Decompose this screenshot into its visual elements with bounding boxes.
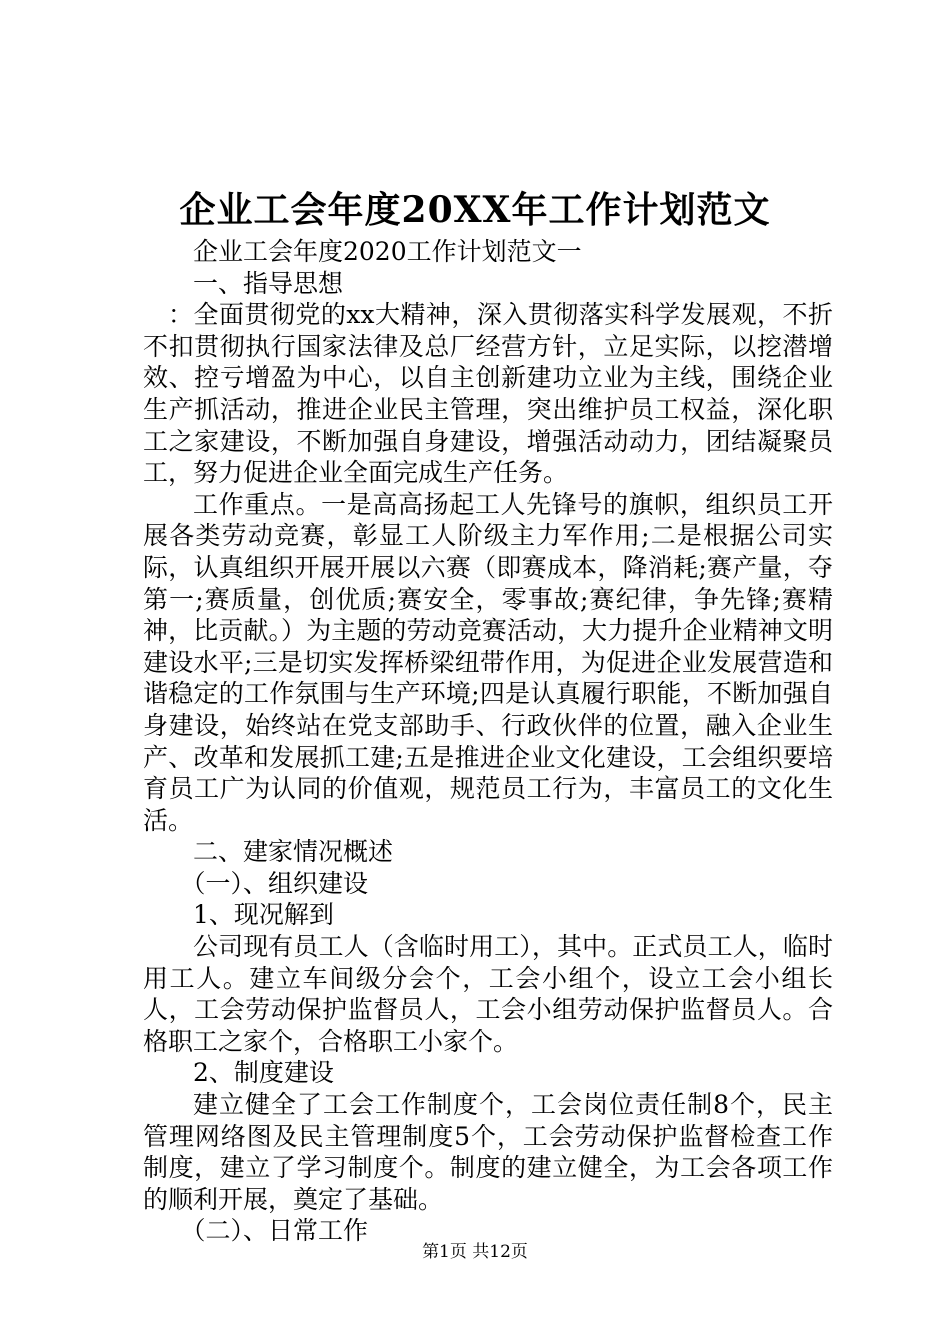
- section-heading: 一、指导思想: [193, 268, 344, 298]
- body-paragraph: 公司现有员工人（含临时用工），其中。正式员工人，临时用工人。建立车间级分会个，工会小组个，设立工会小组长人，工会劳动保护监督员人，工会小组劳动保护监督员人。合格职工之家个，合格职工小家个。: [143, 932, 833, 1056]
- body-paragraph: 建立健全了工会工作制度个，工会岗位责任制8个，民主管理网络图及民主管理制度5个，工会劳动保护监督检查工作制度，建立了学习制度个。制度的建立健全，为工会各项工作的顺利开展，奠定了基础。: [143, 1090, 833, 1214]
- subsection-heading: （二）、日常工作: [180, 1216, 369, 1246]
- section-heading: 二、建家情况概述: [193, 837, 394, 867]
- page-number-footer: 第1页 共12页: [422, 1242, 528, 1262]
- body-paragraph: 工作重点。一是高高扬起工人先锋号的旗帜，组织员工开展各类劳动竞赛，彰显工人阶级主力军作用;二是根据公司实际，认真组织开展开展以六赛（即赛成本，降消耗;赛产量，夺第一;赛质量，创优质;赛安全，零事故;赛纪律，争先锋;赛精神，比贡献。）为主题的劳动竞赛活动，大力提升企业精神文明建设水平;三是切实发挥桥梁纽带作用，为促进企业发展营造和谐稳定的工作氛围与生产环境;四是认真履行职能，不断加强自身建设，始终站在党支部助手、行政伙伴的位置，融入企业生产、改革和发展抓工建;五是推进企业文化建设，工会组织要培育员工广为认同的价值观，规范员工行为，丰富员工的文化生活。: [143, 489, 833, 835]
- subtitle-paragraph: 企业工会年度2020工作计划范文一: [193, 237, 582, 266]
- body-paragraph: ：全面贯彻党的xx大精神，深入贯彻落实科学发展观，不折不扣贯彻执行国家法律及总厂经营方针，立足实际，以挖潜增效、控亏增盈为中心，以自主创新建功立业为主线，围绕企业生产抓活动，推进企业民主管理，突出维护员工权益，深化职工之家建设，不断加强自身建设，增强活动动力，团结凝聚员工，努力促进企业全面完成生产任务。: [143, 300, 833, 488]
- subsection-heading: （一）、组织建设: [180, 868, 369, 898]
- item-heading: 1、现况解到: [193, 900, 334, 930]
- document-title: 企业工会年度20XX年工作计划范文: [179, 189, 771, 231]
- document-body: [143, 236, 833, 1247]
- item-heading: 2、制度建设: [193, 1058, 334, 1088]
